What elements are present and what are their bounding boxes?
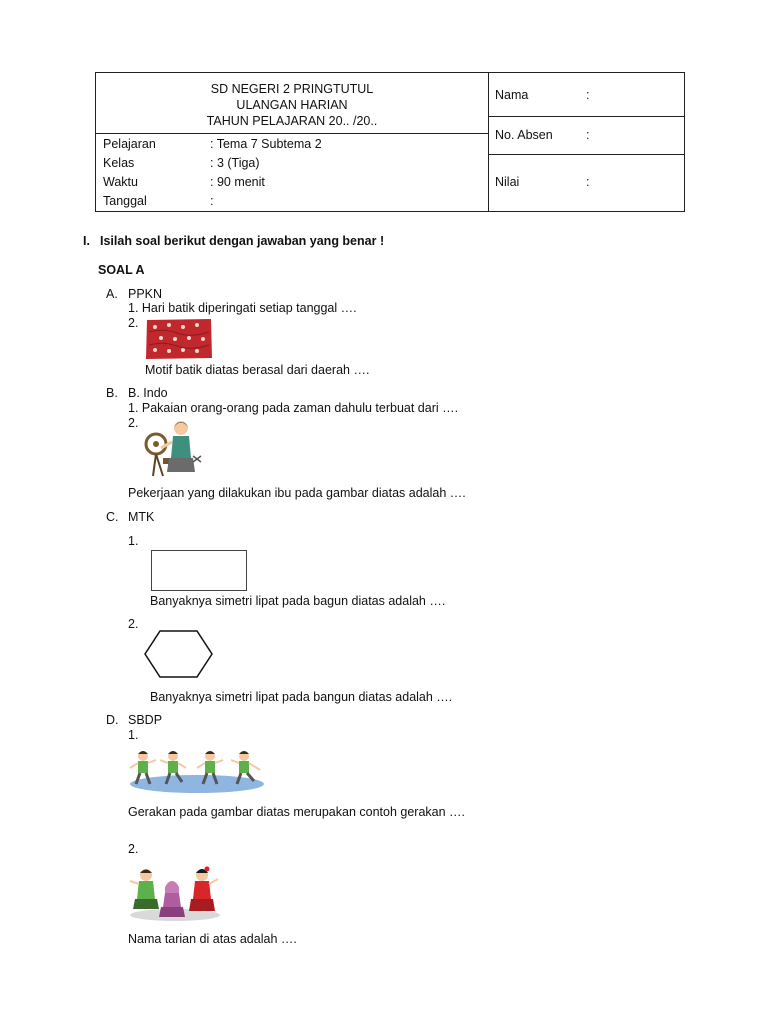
section-c-q1-number: 1. xyxy=(128,534,139,548)
hexagon-shape-icon xyxy=(144,630,214,678)
value-kelas: : 3 (Tiga) xyxy=(210,156,260,170)
section-d-title: SBDP xyxy=(128,713,163,727)
section-b-title: B. Indo xyxy=(128,386,168,400)
section-a-q2-number: 2. xyxy=(128,316,139,330)
value-pelajaran: : Tema 7 Subtema 2 xyxy=(210,137,322,151)
colon-nama: : xyxy=(586,88,590,102)
section-a-title: PPKN xyxy=(128,287,163,301)
label-no-absen: No. Absen xyxy=(495,128,553,142)
section-d-q2-caption: Nama tarian di atas adalah …. xyxy=(128,932,297,946)
section-b-letter: B. xyxy=(106,386,118,400)
colon-nilai: : xyxy=(586,175,590,189)
exam-title: ULANGAN HARIAN xyxy=(236,98,348,112)
section-b-q2-caption: Pekerjaan yang dilakukan ibu pada gambar diatas adalah …. xyxy=(128,486,466,500)
section-b-q2-number: 2. xyxy=(128,416,139,430)
header-divider-vertical xyxy=(488,73,489,211)
section-d-q1-number: 1. xyxy=(128,728,139,742)
section-a-q2-caption: Motif batik diatas berasal dari daerah …. xyxy=(145,363,370,377)
academic-year: TAHUN PELAJARAN 20.. /20.. xyxy=(206,114,378,128)
section-a-letter: A. xyxy=(106,287,118,301)
batik-cloth-icon xyxy=(145,318,213,360)
section-c-q2-caption: Banyaknya simetri lipat pada bangun diatas adalah …. xyxy=(150,690,453,704)
section-c-letter: C. xyxy=(106,510,119,524)
rectangle-shape-icon xyxy=(151,550,248,592)
dancing-children-icon xyxy=(128,748,266,794)
value-tanggal: : xyxy=(210,194,214,208)
section-d-q2-number: 2. xyxy=(128,842,139,856)
section-c-q1-caption: Banyaknya simetri lipat pada bagun diatas adalah …. xyxy=(150,594,446,608)
colon-no-absen: : xyxy=(586,128,590,142)
instruction-text: Isilah soal berikut dengan jawaban yang benar ! xyxy=(100,234,385,248)
weaving-woman-icon xyxy=(143,418,203,480)
header-divider-right-1 xyxy=(488,116,684,117)
value-waktu: : 90 menit xyxy=(210,175,265,189)
soal-title: SOAL A xyxy=(98,263,145,277)
label-tanggal: Tanggal xyxy=(103,194,147,208)
header-divider-right-2 xyxy=(488,154,684,155)
label-pelajaran: Pelajaran xyxy=(103,137,156,151)
instruction-number: I. xyxy=(83,234,90,248)
section-d-q1-caption: Gerakan pada gambar diatas merupakan contoh gerakan …. xyxy=(128,805,466,819)
section-b-q1: 1. Pakaian orang-orang pada zaman dahulu terbuat dari …. xyxy=(128,401,459,415)
section-a-q1: 1. Hari batik diperingati setiap tanggal …. xyxy=(128,301,357,315)
header-table xyxy=(95,72,685,212)
section-d-letter: D. xyxy=(106,713,119,727)
school-name: SD NEGERI 2 PRINGTUTUL xyxy=(210,82,374,96)
label-waktu: Waktu xyxy=(103,175,138,189)
three-dancers-icon xyxy=(128,865,222,923)
section-c-title: MTK xyxy=(128,510,155,524)
label-nama: Nama xyxy=(495,88,529,102)
section-c-q2-number: 2. xyxy=(128,617,139,631)
header-divider-left xyxy=(96,133,488,134)
label-nilai: Nilai xyxy=(495,175,520,189)
label-kelas: Kelas xyxy=(103,156,135,170)
